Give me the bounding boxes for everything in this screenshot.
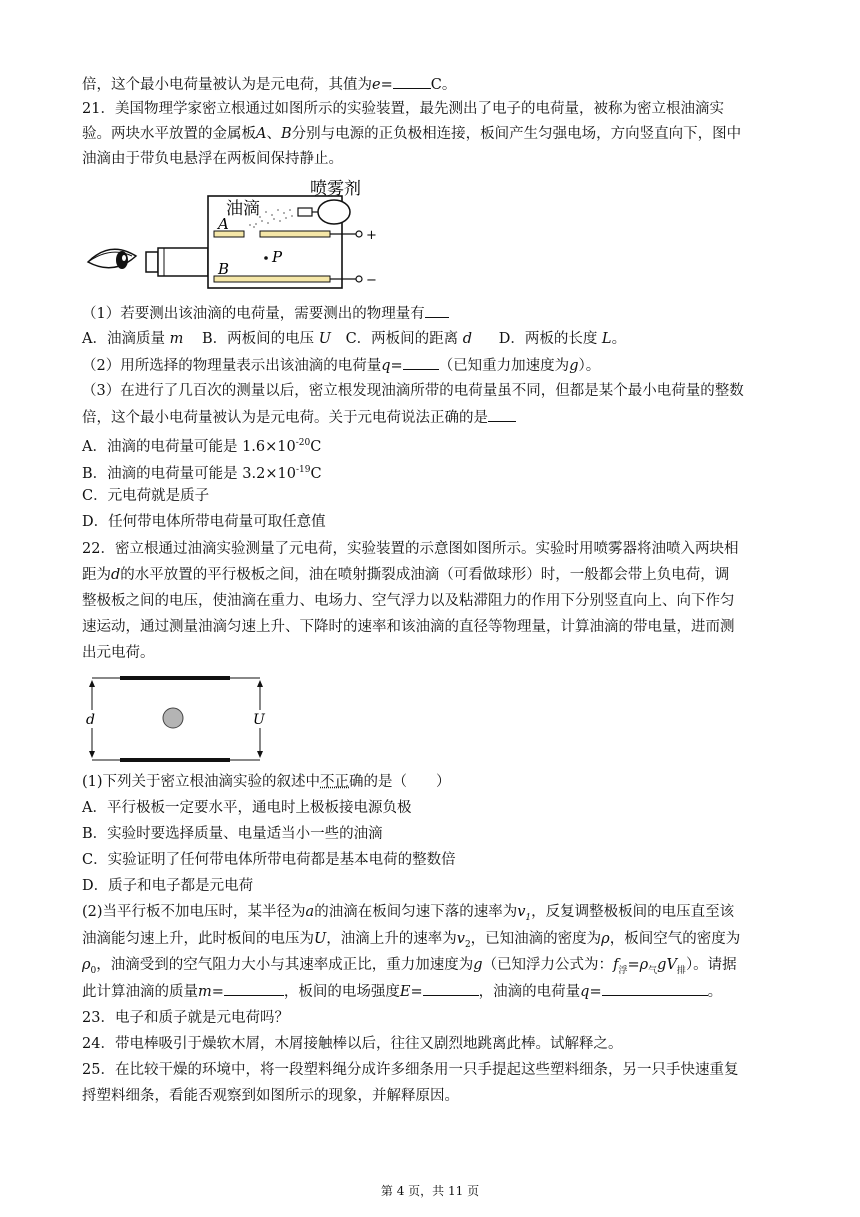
text-line: 倍，这个最小电荷量被认为是元电荷。关于元电荷说法正确的是	[82, 407, 516, 428]
text-line: 油滴由于带负电悬浮在两板间保持静止。	[82, 151, 343, 167]
label-minus: −	[366, 273, 377, 288]
oil-drop	[163, 708, 183, 728]
oil-drop-p	[264, 256, 268, 260]
label-oil-drop: 油滴	[226, 199, 260, 219]
text-line: 此计算油滴的质量m= ，板间的电场强度E= ，油滴的电荷量q= 。	[82, 981, 722, 1002]
option-d: D．质子和电子都是元电荷	[82, 878, 254, 894]
text-line: 油滴能匀速上升，此时板间的电压为U，油滴上升的速率为$v_2$，已知油滴的密度为ρ，板间空气的密度为	[82, 931, 741, 950]
label-p: P	[272, 248, 283, 266]
option-a: A．平行极板一定要水平，通电时上极板接电源负极	[82, 800, 412, 816]
text-line: 出元电荷。	[82, 645, 155, 661]
question-23-text: 23．电子和质子就是元电荷吗？	[82, 1010, 289, 1026]
plate-b	[214, 276, 330, 282]
question-22-text: 22．密立根通过油滴实验测量了元电荷，实验装置的示意图如图所示。实验时用喷雾器将油喷入两块相	[82, 541, 739, 557]
text-line: 速运动，通过测量油滴匀速上升、下降时的速率和该油滴的直径等物理量，计算油滴的带电量，进而测	[82, 619, 735, 635]
emphasis-not-correct: 不正	[320, 774, 350, 790]
option-c: C．元电荷就是质子	[82, 488, 210, 504]
positive-terminal	[356, 231, 362, 237]
label-spray: 喷雾剂	[310, 179, 361, 199]
option-c: C．实验证明了任何带电体所带电荷都是基本电荷的整数倍	[82, 852, 456, 868]
text-line: 距为d的水平放置的平行极板之间，油在喷射撕裂成油滴（可看做球形）时，一般都会带上负电荷，调	[82, 567, 730, 583]
options-row: A．油滴质量 m B．两板间的电压 U C．两板间的距离 d D．两板的长度 L。	[82, 331, 627, 347]
answer-blank[interactable]	[488, 407, 516, 422]
question-21-text: 21．美国物理学家密立根通过如图所示的实验装置，最先测出了电子的电荷量，被称为密立根油滴实	[82, 101, 724, 117]
millikan-apparatus-figure	[84, 176, 384, 296]
text-line: 倍，这个最小电荷量被认为是元电荷，其值为e= C。	[82, 74, 456, 95]
label-u: U	[253, 712, 265, 728]
option-b: B．实验时要选择质量、电量适当小一些的油滴	[82, 826, 383, 842]
parallel-plate-figure	[80, 670, 270, 766]
eye-icon	[88, 249, 136, 269]
answer-blank-m[interactable]	[224, 981, 284, 996]
question-24-text: 24．带电棒吸引于燥软木屑，木屑接触棒以后，往往又剧烈地跳离此棒。试解释之。	[82, 1036, 623, 1052]
answer-blank[interactable]	[403, 355, 439, 370]
option-a: A．油滴的电荷量可能是 $1.6\times 10^{-20}C$	[82, 438, 322, 455]
text-line: (1)下列关于密立根油滴实验的叙述中不正确的是（ ）	[82, 774, 451, 790]
text-line: （2）用所选择的物理量表示出该油滴的电荷量q= （已知重力加速度为g）。	[82, 355, 600, 376]
text-line: 捋塑料细条，看能否观察到如图所示的现象，并解释原因。	[82, 1088, 459, 1104]
text-line: （1）若要测出该油滴的电荷量，需要测出的物理量有	[82, 303, 449, 324]
text-line: (2)当平行板不加电压时，某半径为a的油滴在板间匀速下落的速率为$v_1$，反复调整极板间的电压直至该	[82, 904, 735, 923]
text-line: 验。两块水平放置的金属板A、B分别与电源的正负极相连接，板间产生匀强电场，方向竖直向下，图中	[82, 126, 742, 142]
page-footer: 第 4 页，共 11 页	[380, 1184, 480, 1198]
label-a: A	[218, 215, 229, 233]
answer-blank-q[interactable]	[602, 981, 708, 996]
option-b: B．油滴的电荷量可能是 $3.2\times 10^{-19}C$	[82, 465, 322, 482]
label-d: d	[86, 712, 95, 728]
text-line: $\rho_0$，油滴受到的空气阻力大小与其速率成正比，重力加速度为g（已知浮力公式为：$f_浮=\rho_气gV_排$）。请据	[82, 957, 737, 976]
option-d: D．任何带电体所带电荷量可取任意值	[82, 514, 326, 530]
text-line: 整极板之间的电压，使油滴在重力、电场力、空气浮力以及粘滞阻力的作用下分别竖直向上、向下作匀	[82, 593, 735, 609]
plate-a	[260, 231, 330, 237]
answer-blank-e[interactable]	[423, 981, 479, 996]
answer-blank[interactable]	[393, 74, 431, 89]
label-plus: +	[366, 228, 377, 243]
negative-terminal	[356, 276, 362, 282]
answer-blank[interactable]	[425, 303, 449, 318]
text-line: （3）在进行了几百次的测量以后，密立根发现油滴所带的电荷量虽不同，但都是某个最小电荷量的整数	[82, 383, 744, 399]
question-25-text: 25．在比较干燥的环境中，将一段塑料绳分成许多细条用一只手提起这些塑料细条，另一只手快速重复	[82, 1062, 739, 1078]
label-b: B	[218, 260, 230, 278]
telescope-icon	[146, 248, 208, 276]
